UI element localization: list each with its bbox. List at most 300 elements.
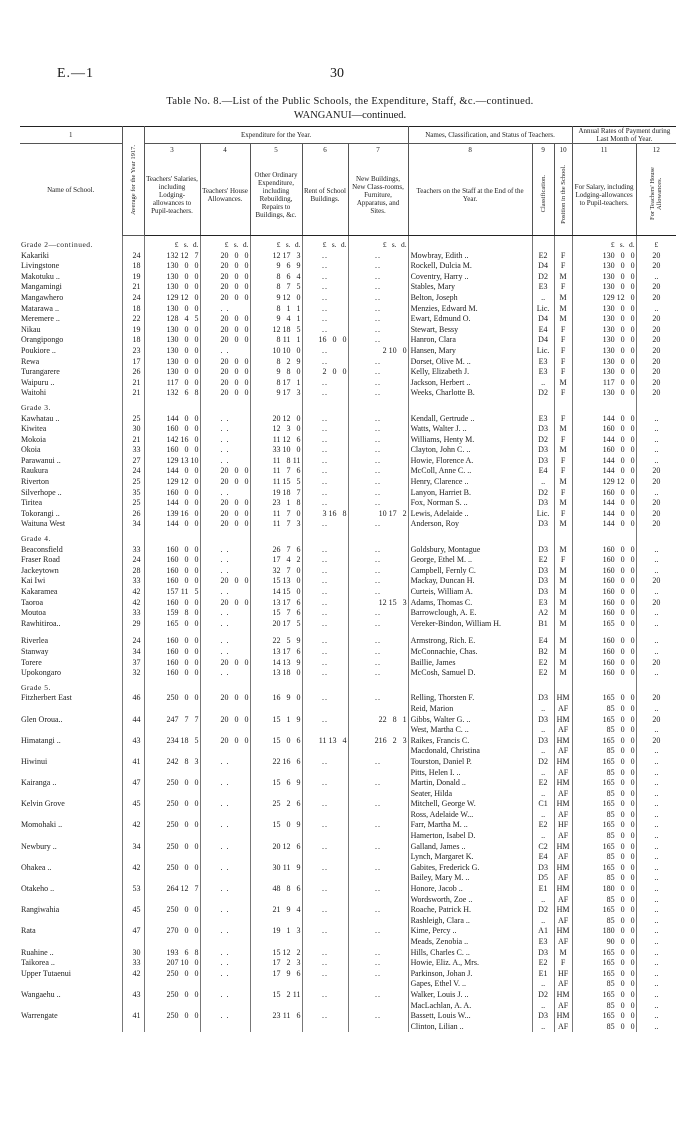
classification-cell: D3 (532, 445, 554, 456)
table-row (20, 725, 676, 736)
rent-cell (302, 873, 348, 884)
position-cell: F (554, 958, 572, 969)
salary-rate-cell: 144 0 0 (572, 519, 636, 530)
salaries-cell: 129 12 0 (144, 477, 200, 488)
rent-cell: .. (302, 498, 348, 509)
house-allowance-cell: 20 0 0 (200, 509, 250, 520)
rent-cell: .. (302, 445, 348, 456)
school-name: Waituna West (20, 519, 122, 530)
new-buildings-cell: .. (348, 884, 408, 895)
salaries-cell: 130 0 0 (144, 357, 200, 368)
house-rate-cell: .. (654, 958, 659, 968)
school-name: Fraser Road (20, 555, 122, 566)
house-allowance-cell: . . (200, 990, 250, 1001)
new-buildings-cell: .. (348, 261, 408, 272)
school-name: Kai Iwi (20, 576, 122, 587)
schools-table-container (20, 126, 676, 1032)
house-allowance-cell: 20 0 0 (200, 357, 250, 368)
teacher-name: Kelly, Elizabeth J. (408, 367, 532, 378)
rent-cell (302, 852, 348, 863)
house-allowance-cell: . . (200, 304, 250, 315)
school-name: Poukiore .. (20, 346, 122, 357)
school-name: Rawhitiroa.. (20, 619, 122, 630)
house-allowance-cell: . . (200, 488, 250, 499)
average-attendance (122, 810, 144, 821)
house-rate-cell: .. (654, 894, 659, 904)
position-cell: M (554, 545, 572, 556)
table-row (20, 304, 676, 315)
table-row (20, 852, 676, 863)
salaries-cell: 264 12 7 (144, 884, 200, 895)
rent-cell: .. (302, 658, 348, 669)
new-buildings-cell: .. (348, 314, 408, 325)
table-row (20, 884, 676, 895)
salaries-cell: 160 0 0 (144, 545, 200, 556)
table-row (20, 619, 676, 630)
house-allowance-cell: . . (200, 619, 250, 630)
rent-cell: .. (302, 282, 348, 293)
salaries-cell: 193 6 8 (144, 948, 200, 959)
table-row (20, 668, 676, 679)
salary-rate-cell: 85 0 0 (572, 810, 636, 821)
units-row (20, 236, 676, 251)
position-cell: AF (554, 852, 572, 863)
classification-cell: E3 (532, 598, 554, 609)
rent-cell: .. (302, 905, 348, 916)
house-allowance-cell: . . (200, 926, 250, 937)
school-name: Rangiwahia (20, 905, 122, 916)
table-subtitle: WANGANUI—continued. (293, 110, 407, 121)
average-attendance: 47 (122, 778, 144, 789)
other-expenditure-cell: 16 9 0 (250, 693, 302, 704)
table-row (20, 424, 676, 435)
table-row (20, 414, 676, 425)
table-row (20, 704, 676, 715)
school-name: Upper Tutaenui (20, 969, 122, 980)
rent-cell: .. (302, 555, 348, 566)
new-buildings-cell: .. (348, 293, 408, 304)
school-name (20, 1001, 122, 1012)
house-allowance-cell: . . (200, 647, 250, 658)
rent-cell: .. (302, 346, 348, 357)
school-name: Matarawa .. (20, 304, 122, 315)
other-expenditure-cell: 19 18 7 (250, 488, 302, 499)
position-cell: F (554, 357, 572, 368)
average-attendance (122, 789, 144, 800)
school-name: Okoia (20, 445, 122, 456)
table-row (20, 1001, 676, 1012)
other-expenditure-cell: 11 7 6 (250, 466, 302, 477)
position-cell: F (554, 367, 572, 378)
average-attendance: 44 (122, 715, 144, 726)
position-cell: HM (554, 799, 572, 810)
classification-header: Classification. (532, 155, 554, 236)
table-row (20, 367, 676, 378)
salary-rate-cell: 144 0 0 (572, 435, 636, 446)
new-buildings-cell: .. (348, 566, 408, 577)
average-attendance: 33 (122, 958, 144, 969)
house-rate-cell: .. (654, 809, 659, 819)
school-name: Upokongaro (20, 668, 122, 679)
house-allowance-cell: . . (200, 969, 250, 980)
classification-cell: C1 (532, 799, 554, 810)
new-buildings-cell (348, 1001, 408, 1012)
house-rate-cell: .. (654, 862, 659, 872)
table-row (20, 948, 676, 959)
salary-rate-cell: 160 0 0 (572, 576, 636, 587)
rent-cell: .. (302, 608, 348, 619)
table-row (20, 272, 676, 283)
col-number-6: 6 (302, 144, 348, 156)
average-attendance: 45 (122, 799, 144, 810)
teacher-name: Menzies, Edward M. (408, 304, 532, 315)
house-rate-cell: .. (654, 424, 659, 434)
house-allowance-cell: 20 0 0 (200, 477, 250, 488)
classification-cell: A2 (532, 608, 554, 619)
house-rate-cell: 20 (652, 367, 661, 377)
other-expenditure-cell: 8 11 1 (250, 335, 302, 346)
salary-rate-cell: 85 0 0 (572, 852, 636, 863)
house-rate-cell: .. (654, 1000, 659, 1010)
other-expenditure-cell: 17 4 2 (250, 555, 302, 566)
house-allowance-cell: 20 0 0 (200, 519, 250, 530)
col-number-4: 4 (200, 144, 250, 156)
other-expenditure-cell: 12 17 3 (250, 251, 302, 262)
house-rate-cell: .. (654, 544, 659, 554)
table-row (20, 958, 676, 969)
house-allowance-cell: 20 0 0 (200, 715, 250, 726)
average-attendance: 24 (122, 555, 144, 566)
other-expenditure-cell: 15 13 0 (250, 576, 302, 587)
house-rate-cell: .. (654, 937, 659, 946)
other-expenditure-cell: 15 7 6 (250, 608, 302, 619)
school-name: Moutoa (20, 608, 122, 619)
salaries-cell: 160 0 0 (144, 668, 200, 679)
position-cell: HM (554, 842, 572, 853)
house-rate-cell: 20 (652, 250, 661, 260)
house-rate-cell: .. (654, 413, 659, 423)
salary-rate-cell: 144 0 0 (572, 414, 636, 425)
school-name: Parawanui .. (20, 456, 122, 467)
classification-cell: D3 (532, 519, 554, 530)
rent-cell: 3 16 8 (302, 509, 348, 520)
house-rate-cell: .. (654, 725, 659, 735)
grade-heading-row (20, 530, 676, 545)
salary-rate-cell: 144 0 0 (572, 456, 636, 467)
grade-label: Grade 3. (20, 399, 122, 414)
new-units: £ s. d. (348, 236, 408, 251)
other-expenditure-cell: 9 17 3 (250, 388, 302, 399)
average-attendance: 42 (122, 598, 144, 609)
house-rate-header: For Teachers' House Allowances. (636, 155, 676, 236)
classification-cell: C2 (532, 842, 554, 853)
teacher-name: Hills, Charles C. .. (408, 948, 532, 959)
rent-cell (302, 746, 348, 757)
position-cell: F (554, 456, 572, 467)
house-rate-cell: .. (654, 968, 659, 978)
new-buildings-cell: .. (348, 990, 408, 1001)
salaries-cell: 130 0 0 (144, 261, 200, 272)
school-name (20, 852, 122, 863)
table-row (20, 937, 676, 948)
rent-cell: .. (302, 926, 348, 937)
new-buildings-cell: .. (348, 367, 408, 378)
house-rate-cell: 20 (652, 466, 661, 476)
table-row (20, 282, 676, 293)
classification-cell: .. (532, 831, 554, 842)
teacher-name: George, Ethel M. .. (408, 555, 532, 566)
house-allowance-cell: 20 0 0 (200, 282, 250, 293)
classification-cell: D3 (532, 1011, 554, 1022)
teacher-name: Seater, Hilda (408, 789, 532, 800)
salaries-cell (144, 746, 200, 757)
table-row (20, 736, 676, 747)
teacher-name: Gabites, Frederick G. (408, 863, 532, 874)
salary-rate-cell: 90 0 0 (572, 937, 636, 948)
classification-cell: E2 (532, 820, 554, 831)
salaries-cell: 207 10 0 (144, 958, 200, 969)
house-rate-cell: .. (654, 445, 659, 455)
house-rate-cell: 20 (652, 388, 661, 398)
position-cell: AF (554, 810, 572, 821)
table-row (20, 251, 676, 262)
salary-rate-cell: 160 0 0 (572, 488, 636, 499)
new-buildings-cell: .. (348, 519, 408, 530)
teacher-name: Stables, Mary (408, 282, 532, 293)
average-attendance: 21 (122, 388, 144, 399)
classification-cell: .. (532, 293, 554, 304)
teacher-name: McConnachie, Chas. (408, 647, 532, 658)
salaries-cell (144, 895, 200, 906)
rent-cell: .. (302, 990, 348, 1001)
table-row (20, 566, 676, 577)
classification-cell: D2 (532, 272, 554, 283)
salary-units: £ s. d. (144, 236, 200, 251)
house-rate-cell: 20 (652, 693, 661, 703)
classification-cell: D4 (532, 261, 554, 272)
teacher-name: Ross, Adelaide W... (408, 810, 532, 821)
new-buildings-cell: .. (348, 466, 408, 477)
salary-rate-cell: 130 0 0 (572, 272, 636, 283)
house-allowance-cell: 20 0 0 (200, 251, 250, 262)
table-row (20, 466, 676, 477)
table-row (20, 477, 676, 488)
house-allowance-cell: . . (200, 435, 250, 446)
new-buildings-cell: .. (348, 456, 408, 467)
house-units: £ s. d. (200, 236, 250, 251)
salary-rate-cell: 130 0 0 (572, 304, 636, 315)
salaries-cell: 250 0 0 (144, 820, 200, 831)
teacher-name: West, Martha C. .. (408, 725, 532, 736)
new-buildings-cell (348, 1022, 408, 1033)
salaries-cell: 250 0 0 (144, 799, 200, 810)
rent-cell: .. (302, 693, 348, 704)
classification-cell: D3 (532, 693, 554, 704)
school-name: Otakeho .. (20, 884, 122, 895)
teacher-name: Goldsbury, Montague (408, 545, 532, 556)
house-allowance-cell: 20 0 0 (200, 272, 250, 283)
house-allowance-cell: . . (200, 587, 250, 598)
salary-rate-cell: 117 0 0 (572, 378, 636, 389)
rent-cell (302, 1022, 348, 1033)
classification-cell: D3 (532, 576, 554, 587)
table-row (20, 863, 676, 874)
house-allowance-cell: 20 0 0 (200, 388, 250, 399)
house-allowance-cell (200, 979, 250, 990)
rent-cell: .. (302, 251, 348, 262)
house-rate-cell: 20 (652, 714, 661, 724)
expenditure-header: Expenditure for the Year. (144, 127, 408, 144)
salaries-cell: 160 0 0 (144, 445, 200, 456)
salaries-cell: 160 0 0 (144, 488, 200, 499)
new-buildings-cell: .. (348, 545, 408, 556)
rent-cell: .. (302, 435, 348, 446)
school-name (20, 873, 122, 884)
teacher-name: Roache, Patrick H. (408, 905, 532, 916)
school-name: Tiritea (20, 498, 122, 509)
other-expenditure-cell: 15 2 11 (250, 990, 302, 1001)
salary-rate-cell: 165 0 0 (572, 778, 636, 789)
school-name: Livingstone (20, 261, 122, 272)
new-buildings-cell: .. (348, 477, 408, 488)
col-number-10: 10 (554, 144, 572, 156)
position-cell: HM (554, 884, 572, 895)
table-row (20, 509, 676, 520)
salary-rate-cell: 180 0 0 (572, 884, 636, 895)
school-name: Jackeytown (20, 566, 122, 577)
teacher-name: Walker, Louis J. .. (408, 990, 532, 1001)
rent-cell (302, 1001, 348, 1012)
salary-rate-cell: 160 0 0 (572, 636, 636, 647)
other-expenditure-cell (250, 704, 302, 715)
classification-cell: Lic. (532, 304, 554, 315)
position-cell: AF (554, 704, 572, 715)
salaries-cell (144, 831, 200, 842)
teacher-name: Hanron, Clara (408, 335, 532, 346)
new-buildings-cell (348, 916, 408, 927)
classification-cell: .. (532, 810, 554, 821)
classification-cell: .. (532, 378, 554, 389)
rent-cell: .. (302, 587, 348, 598)
teacher-name: Wordsworth, Zoe .. (408, 895, 532, 906)
school-name (20, 895, 122, 906)
salaries-cell: 160 0 0 (144, 658, 200, 669)
school-name: Orangipongo (20, 335, 122, 346)
position-cell: F (554, 388, 572, 399)
position-cell: F (554, 466, 572, 477)
other-expenditure-cell (250, 852, 302, 863)
position-header: Position in the School. (554, 155, 572, 236)
position-cell: M (554, 498, 572, 509)
table-row (20, 831, 676, 842)
classification-cell: D4 (532, 314, 554, 325)
school-name: Kakariki (20, 251, 122, 262)
position-cell: HM (554, 863, 572, 874)
teacher-name: Henry, Clarence .. (408, 477, 532, 488)
salaries-cell: 160 0 0 (144, 636, 200, 647)
house-rate-cell: .. (654, 820, 659, 830)
rent-cell: .. (302, 948, 348, 959)
classification-cell: E2 (532, 958, 554, 969)
classification-cell: .. (532, 789, 554, 800)
average-attendance: 47 (122, 926, 144, 937)
house-rate-cell: .. (654, 1011, 659, 1021)
new-buildings-cell (348, 895, 408, 906)
new-buildings-cell: .. (348, 1011, 408, 1022)
salaries-cell: 250 0 0 (144, 778, 200, 789)
house-allowance-cell: . . (200, 566, 250, 577)
teacher-name: Campbell, Fernly C. (408, 566, 532, 577)
other-expenditure-cell: 15 0 9 (250, 820, 302, 831)
classification-cell: E1 (532, 969, 554, 980)
salaries-cell (144, 704, 200, 715)
salaries-cell: 144 0 0 (144, 414, 200, 425)
school-name: Riverlea (20, 636, 122, 647)
salary-rate-cell: 165 0 0 (572, 863, 636, 874)
rent-cell (302, 768, 348, 779)
salary-rate-cell: 160 0 0 (572, 647, 636, 658)
classification-cell: D3 (532, 456, 554, 467)
col-number-12: 12 (652, 145, 660, 154)
col-number-1: 1 (20, 127, 122, 144)
teacher-name: Hamerton, Isabel D. (408, 831, 532, 842)
position-cell: M (554, 587, 572, 598)
average-attendance: 17 (122, 357, 144, 368)
house-rate-cell: .. (654, 618, 659, 628)
house-rate-cell: 20 (652, 519, 661, 529)
teacher-name: Howie, Florence A. (408, 456, 532, 467)
rent-cell: .. (302, 576, 348, 587)
house-allowance-cell: 20 0 0 (200, 314, 250, 325)
school-name: Fitzherbert East (20, 693, 122, 704)
house-rate-cell: 20 (652, 292, 661, 302)
new-buildings-cell: .. (348, 488, 408, 499)
other-expenditure-cell: 8 7 5 (250, 282, 302, 293)
table-row (20, 799, 676, 810)
average-attendance: 22 (122, 314, 144, 325)
new-buildings-cell: .. (348, 778, 408, 789)
house-allowance-cell (200, 916, 250, 927)
teacher-name: Belton, Joseph (408, 293, 532, 304)
salary-rate-cell: 130 0 0 (572, 357, 636, 368)
new-buildings-cell (348, 873, 408, 884)
table-row (20, 979, 676, 990)
rent-cell (302, 810, 348, 821)
other-expenditure-cell (250, 810, 302, 821)
teacher-name: Clayton, John C. .. (408, 445, 532, 456)
table-row (20, 456, 676, 467)
position-cell: AF (554, 746, 572, 757)
salaries-cell: 160 0 0 (144, 576, 200, 587)
average-attendance: 34 (122, 647, 144, 658)
school-name: Mangamingi (20, 282, 122, 293)
average-attendance: 28 (122, 566, 144, 577)
school-name: Warrengate (20, 1011, 122, 1022)
salaries-cell (144, 768, 200, 779)
house-allowance-cell: . . (200, 948, 250, 959)
salary-rate-cell: 85 0 0 (572, 895, 636, 906)
house-allowance-cell: 20 0 0 (200, 367, 250, 378)
annual-rates-header: Annual Rates of Payment during Last Month of Year. (572, 127, 676, 144)
average-attendance: 42 (122, 820, 144, 831)
classification-cell: E2 (532, 555, 554, 566)
school-name (20, 1022, 122, 1033)
table-row (20, 335, 676, 346)
teacher-name: Gibbs, Walter G. .. (408, 715, 532, 726)
house-rate-cell: .. (654, 799, 659, 809)
position-cell: HF (554, 820, 572, 831)
school-name: Kiwitea (20, 424, 122, 435)
